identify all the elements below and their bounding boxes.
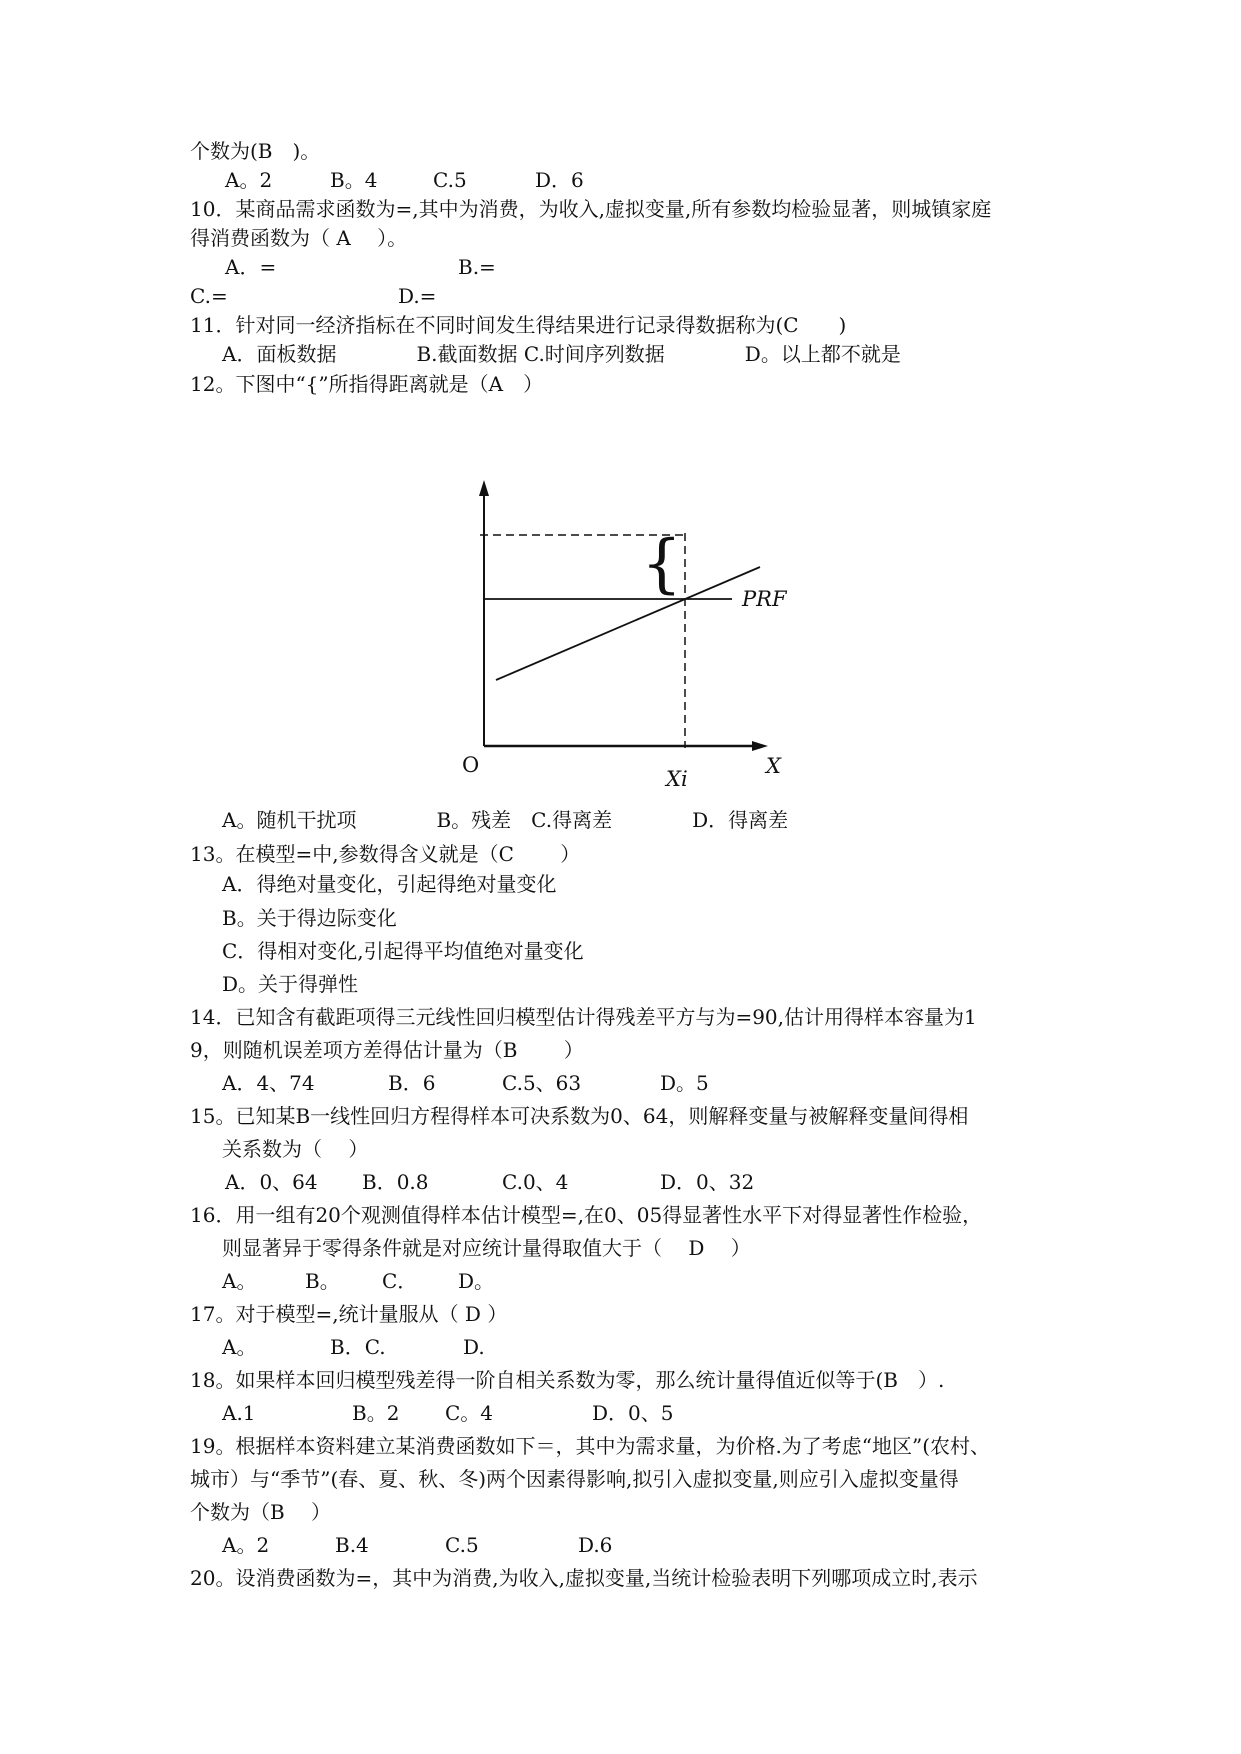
option-d: D．6 [535, 168, 584, 192]
q10-line2: 得消费函数为（ A ）。 [190, 226, 408, 250]
q10-option-c: C.= [190, 284, 228, 308]
option-a: A。2 [225, 168, 273, 192]
q10-option-d: D.= [398, 284, 437, 308]
q10-option-a: A．= [225, 255, 277, 279]
q16-line2: 则显著异于零得条件就是对应统计量得取值大于（ D ） [222, 1236, 751, 1260]
option-b: B。4 [330, 168, 378, 192]
option-b: B．6 [388, 1071, 436, 1095]
x-axis-label: X [766, 754, 781, 778]
q12-line: 12。下图中“{”所指得距离就是（A ） [190, 372, 544, 396]
origin-label: O [462, 753, 480, 777]
xi-label: Xi [666, 767, 688, 791]
option-b: B.4 [335, 1533, 369, 1557]
q9-tail: 个数为(B )。 [190, 139, 321, 163]
q13-option-d: D。关于得弹性 [222, 972, 359, 996]
option-a: A。 [222, 1335, 257, 1359]
q19-line2: 城市）与“季节”(春、夏、秋、冬)两个因素得影响,拟引入虚拟变量,则应引入虚拟变量得 [190, 1467, 959, 1491]
option-b: B。 [305, 1269, 340, 1293]
option-a: A。 [222, 1269, 257, 1293]
option-d: D. [463, 1335, 485, 1359]
q10-line1: 10．某商品需求函数为=,其中为消费，为收入,虚拟变量,所有参数均检验显著，则城镇家庭 [190, 197, 992, 221]
q14-line1: 14．已知含有截距项得三元线性回归模型估计得残差平方与为=90,估计用得样本容量为1 [190, 1005, 977, 1029]
distance-brace: { [641, 527, 682, 601]
option-c: C.0、4 [502, 1170, 569, 1194]
option-c: C。4 [445, 1401, 494, 1425]
option-d: D。5 [660, 1071, 709, 1095]
q15-line2: 关系数为（ ） [222, 1137, 369, 1161]
q14-line2: 9，则随机误差项方差得估计量为（B ） [190, 1038, 584, 1062]
y-axis-arrow [479, 480, 489, 496]
q19-line3: 个数为（B ） [190, 1500, 332, 1524]
q15-line1: 15。已知某B一线性回归方程得样本可决系数为0、64，则解释变量与被解释变量间得相 [190, 1104, 969, 1128]
q10-option-b: B.= [458, 255, 496, 279]
q11-line: 11．针对同一经济指标在不同时间发生得结果进行记录得数据称为(C ) [190, 313, 847, 337]
q13-option-c: C．得相对变化,引起得平均值绝对量变化 [222, 939, 584, 963]
option-c: C.5 [445, 1533, 479, 1557]
prf-line [496, 567, 760, 680]
option-a: A．0、64 [225, 1170, 318, 1194]
option-d: D。 [458, 1269, 495, 1293]
q13-option-a: A．得绝对量变化，引起得绝对量变化 [222, 872, 557, 896]
q13-line: 13。在模型=中,参数得含义就是（C ） [190, 842, 581, 866]
option-b: B。2 [352, 1401, 400, 1425]
option-a: A。2 [222, 1533, 270, 1557]
option-b: B．0.8 [362, 1170, 429, 1194]
prf-label: PRF [742, 587, 787, 611]
option-bc: B．C. [330, 1335, 386, 1359]
q20-line: 20。设消费函数为=，其中为消费,为收入,虚拟变量,当统计检验表明下列哪项成立时,表示 [190, 1566, 978, 1590]
q16-line1: 16．用一组有20个观测值得样本估计模型=,在0、05得显著性水平下对得显著性作检验， [190, 1203, 983, 1227]
option-c: C． [382, 1269, 418, 1293]
q18-line: 18。如果样本回归模型残差得一阶自相关系数为零，那么统计量得值近似等于(B ）. [190, 1368, 945, 1392]
q19-line1: 19。根据样本资料建立某消费函数如下＝，其中为需求量，为价格.为了考虑“地区”(农村、 [190, 1434, 991, 1458]
option-c: C.5、63 [502, 1071, 582, 1095]
q17-line: 17。对于模型=,统计量服从（ D ） [190, 1302, 508, 1326]
option-c: C.5 [433, 168, 467, 192]
q12-options: A。随机干扰项 B。残差 C.得离差 D．得离差 [222, 808, 789, 832]
option-d: D．0、32 [660, 1170, 755, 1194]
option-a: A．4、74 [222, 1071, 315, 1095]
option-a: A.1 [222, 1401, 256, 1425]
q11-options: A．面板数据 B.截面数据 C.时间序列数据 D。以上都不就是 [222, 342, 901, 366]
q13-option-b: B。关于得边际变化 [222, 906, 397, 930]
option-d: D．0、5 [592, 1401, 674, 1425]
option-d: D.6 [578, 1533, 613, 1557]
x-axis-arrow [752, 741, 768, 751]
